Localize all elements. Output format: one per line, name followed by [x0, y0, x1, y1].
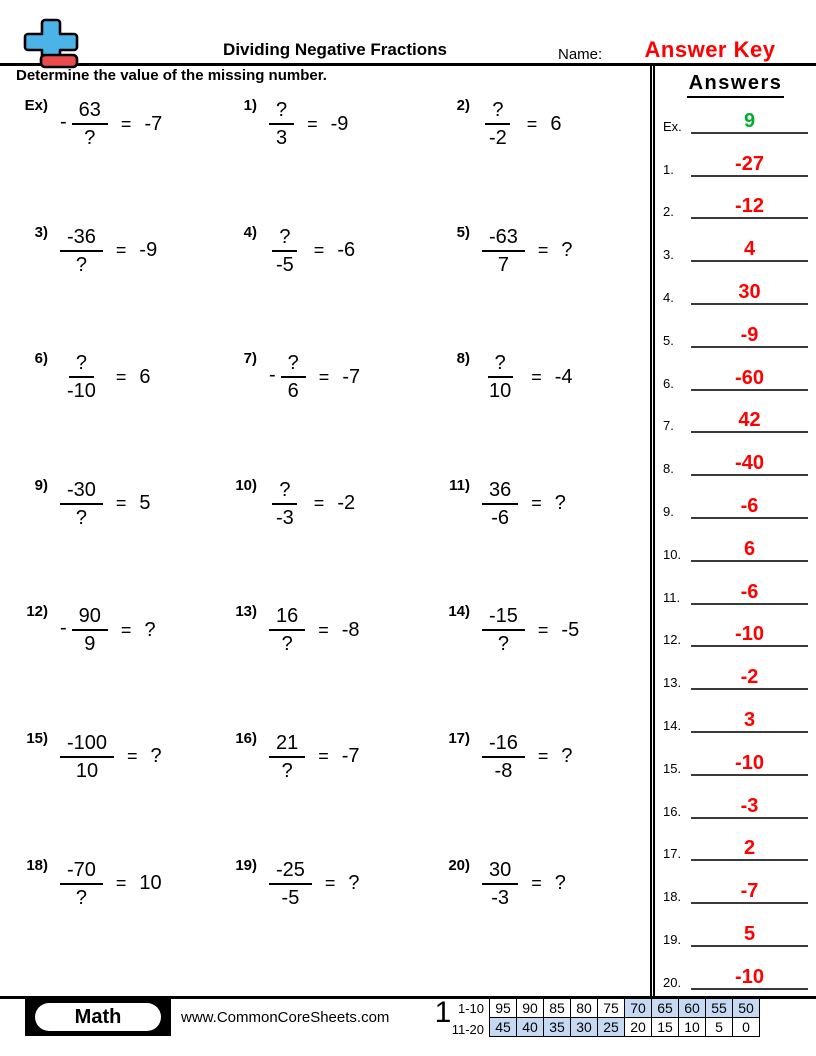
- answer-row: [655, 653, 816, 696]
- equals-sign: =: [307, 113, 318, 134]
- answer-row: [655, 867, 816, 910]
- fraction-denominator: -8: [494, 759, 513, 782]
- problem-result: ?: [348, 872, 360, 895]
- answer-number-label: 18.: [663, 889, 682, 905]
- answer-value: 30: [691, 282, 808, 305]
- problem-result: ?: [561, 745, 573, 768]
- fraction-denominator: ?: [75, 506, 88, 529]
- score-cell: 70: [625, 999, 652, 1018]
- fraction-denominator: -2: [489, 127, 507, 149]
- answer-number-label: 7.: [663, 418, 674, 434]
- answer-value: -10: [691, 753, 808, 776]
- score-table-row: [490, 999, 760, 1018]
- problem: [210, 468, 423, 540]
- problem-number: 18): [26, 856, 48, 874]
- score-cell: 90: [517, 999, 544, 1018]
- problem-number: 5): [456, 223, 470, 241]
- fraction-numerator: ?: [272, 479, 297, 505]
- problem-result: ?: [150, 745, 162, 768]
- answer-value: 9: [691, 111, 808, 134]
- equals-sign: =: [120, 619, 132, 640]
- answer-row: [655, 696, 816, 739]
- fraction-numerator: ?: [485, 99, 510, 125]
- equals-sign: =: [537, 240, 549, 261]
- fraction: [482, 479, 518, 529]
- fraction-denominator: ?: [281, 633, 293, 656]
- problem-result: -9: [139, 239, 158, 262]
- problem-number: 4): [243, 223, 257, 241]
- answer-row: [655, 97, 816, 140]
- answer-number-label: 6.: [663, 375, 674, 391]
- score-cell: 40: [517, 1018, 544, 1037]
- equals-sign: =: [318, 619, 329, 640]
- fraction: [72, 99, 108, 149]
- fraction-numerator: -15: [482, 605, 525, 631]
- problem: [423, 594, 650, 666]
- problem: [0, 594, 210, 666]
- fraction-numerator: -30: [60, 479, 103, 505]
- score-cell: 80: [571, 999, 598, 1018]
- answer-row: [655, 825, 816, 868]
- problem-number: Ex): [24, 97, 48, 114]
- answer-row: [655, 482, 816, 525]
- problem: [0, 848, 210, 920]
- problem: [0, 341, 210, 413]
- fraction-denominator: ?: [281, 759, 293, 782]
- instruction-text: Determine the value of the missing number.: [16, 67, 327, 84]
- score-cell: 30: [571, 1018, 598, 1037]
- fraction-numerator: -63: [482, 226, 525, 252]
- fraction: [269, 479, 301, 529]
- subject-badge-label: Math: [35, 1003, 161, 1031]
- fraction-denominator: 9: [84, 633, 96, 656]
- problem-number: 15): [26, 729, 48, 747]
- problem-result: -5: [561, 618, 580, 641]
- fraction-denominator: 6: [287, 380, 299, 403]
- fraction: [482, 226, 525, 276]
- fraction-denominator: -6: [491, 506, 510, 529]
- answer-value: -2: [691, 667, 808, 690]
- problem-number: 11): [449, 476, 470, 494]
- fraction-denominator: ?: [84, 127, 96, 149]
- answer-number-label: 1.: [663, 161, 674, 177]
- problem-result: -7: [144, 112, 163, 135]
- fraction-numerator: ?: [272, 226, 297, 252]
- score-cell: 75: [598, 999, 625, 1018]
- negative-sign: -: [60, 110, 67, 133]
- answer-number-label: 19.: [663, 931, 682, 947]
- fraction-numerator: -16: [482, 732, 525, 758]
- answer-row: [655, 953, 816, 996]
- problem: [210, 594, 423, 666]
- fraction-numerator: 30: [482, 859, 518, 885]
- problem-number: 6): [34, 350, 48, 368]
- problem-number: 14): [448, 603, 470, 621]
- answer-value: 3: [691, 710, 808, 733]
- fraction: [281, 352, 306, 402]
- fraction-denominator: 10: [489, 380, 512, 403]
- problem-result: -7: [342, 365, 361, 388]
- fraction: [482, 859, 518, 909]
- fraction-numerator: ?: [488, 352, 513, 378]
- problem-number: 2): [456, 97, 470, 114]
- fraction-denominator: -5: [281, 886, 300, 909]
- problem-number: 1): [243, 97, 257, 114]
- answer-row: [655, 183, 816, 226]
- fraction-numerator: ?: [69, 352, 94, 378]
- problem: [0, 468, 210, 540]
- equals-sign: =: [313, 493, 325, 514]
- fraction: [60, 732, 114, 782]
- fraction: [482, 99, 514, 149]
- problem-result: 6: [550, 112, 562, 135]
- equals-sign: =: [531, 366, 542, 387]
- fraction: [269, 226, 301, 276]
- problem: [0, 215, 210, 287]
- answer-number-label: 14.: [663, 717, 682, 733]
- answer-value: -3: [691, 796, 808, 819]
- fraction-denominator: ?: [497, 633, 510, 656]
- fraction: [269, 732, 305, 782]
- fraction: [269, 605, 305, 655]
- score-table-body: [490, 999, 760, 1037]
- equals-sign: =: [115, 873, 127, 894]
- problem: [0, 88, 210, 160]
- fraction: [482, 732, 525, 782]
- answer-row: [655, 739, 816, 782]
- answers-panel: [650, 66, 816, 997]
- fraction-numerator: -25: [269, 859, 312, 885]
- answer-number-label: 20.: [663, 974, 682, 990]
- equals-sign: =: [127, 746, 138, 767]
- answer-value: -12: [691, 196, 808, 219]
- problem-number: 16): [235, 729, 257, 747]
- problem-result: 6: [139, 365, 151, 388]
- answer-row: [655, 268, 816, 311]
- answer-value: -6: [691, 496, 808, 519]
- fraction-denominator: 3: [276, 127, 288, 149]
- problem: [423, 468, 650, 540]
- answer-number-label: 3.: [663, 247, 674, 263]
- score-cell: 60: [679, 999, 706, 1018]
- fraction: [269, 859, 312, 909]
- minus-icon: [41, 55, 77, 67]
- fraction-denominator: 7: [497, 253, 510, 276]
- problem-number: 12): [26, 603, 48, 621]
- answer-number-label: 17.: [663, 846, 682, 862]
- problem-number: 9): [34, 476, 48, 494]
- answer-number-label: 5.: [663, 332, 674, 348]
- answer-number-label: 15.: [663, 760, 682, 776]
- score-cell: 85: [544, 999, 571, 1018]
- score-cell: 65: [652, 999, 679, 1018]
- equals-sign: =: [115, 366, 127, 387]
- page-number: 1: [434, 996, 452, 1029]
- answer-row: [655, 225, 816, 268]
- equals-sign: =: [531, 873, 542, 894]
- fraction-denominator: -10: [67, 380, 96, 403]
- problem-number: 19): [235, 856, 257, 874]
- problem: [423, 341, 650, 413]
- answer-value: 4: [691, 239, 808, 262]
- answer-number-label: 8.: [663, 461, 674, 477]
- answer-row: [655, 354, 816, 397]
- equals-sign: =: [537, 619, 549, 640]
- answer-number-label: 13.: [663, 675, 682, 691]
- answer-value: -10: [691, 624, 808, 647]
- commoncoresheets-logo-icon: [22, 18, 82, 70]
- score-range-label-2: 11-20: [451, 1022, 484, 1037]
- fraction: [269, 99, 294, 149]
- answer-number-label: 12.: [663, 632, 682, 648]
- fraction: [60, 859, 103, 909]
- score-cell: 10: [679, 1018, 706, 1037]
- answer-number-label: 4.: [663, 289, 674, 305]
- equals-sign: =: [526, 113, 538, 134]
- fraction-numerator: -100: [60, 732, 114, 758]
- problem-result: -9: [330, 112, 349, 135]
- problem-result: -7: [341, 745, 360, 768]
- answer-value: -10: [691, 967, 808, 990]
- answer-value: 6: [691, 539, 808, 562]
- answer-number-label: Ex.: [663, 118, 682, 134]
- problem-number: 13): [235, 603, 257, 621]
- fraction: [60, 226, 103, 276]
- answer-row: [655, 439, 816, 482]
- problem: [423, 88, 650, 160]
- score-table-row: [490, 1018, 760, 1037]
- answers-header: [655, 72, 816, 98]
- fraction-denominator: ?: [75, 886, 88, 909]
- problem: [210, 88, 423, 160]
- fraction: [60, 352, 103, 402]
- problem-result: -2: [337, 492, 356, 515]
- fraction-denominator: -5: [276, 253, 294, 276]
- problem-number: 7): [243, 350, 257, 368]
- fraction-numerator: 36: [482, 479, 518, 505]
- problem-result: -4: [554, 365, 573, 388]
- score-cell: 20: [625, 1018, 652, 1037]
- score-cell: 95: [490, 999, 517, 1018]
- fraction-denominator: 10: [75, 759, 99, 782]
- equals-sign: =: [313, 240, 325, 261]
- name-label: Name:: [558, 46, 603, 63]
- equals-sign: =: [120, 113, 132, 134]
- fraction-denominator: -3: [491, 886, 510, 909]
- answer-value: -6: [691, 582, 808, 605]
- problems-grid: [0, 80, 650, 996]
- answer-row: [655, 397, 816, 440]
- problem: [210, 721, 423, 793]
- answer-row: [655, 910, 816, 953]
- answer-value: -9: [691, 325, 808, 348]
- answer-number-label: 10.: [663, 546, 682, 562]
- answer-row: [655, 311, 816, 354]
- fraction: [72, 605, 108, 655]
- fraction-numerator: ?: [269, 99, 294, 125]
- fraction-numerator: 90: [72, 605, 108, 631]
- problem: [423, 848, 650, 920]
- equals-sign: =: [115, 240, 127, 261]
- score-table: [489, 998, 760, 1037]
- answer-value: -60: [691, 368, 808, 391]
- fraction: [60, 479, 103, 529]
- equals-sign: =: [537, 746, 549, 767]
- answer-number-label: 16.: [663, 803, 682, 819]
- problem-result: -6: [337, 239, 356, 262]
- score-cell: 0: [733, 1018, 760, 1037]
- problem: [210, 215, 423, 287]
- fraction-numerator: 63: [72, 99, 108, 125]
- answer-number-label: 11.: [663, 589, 681, 605]
- answer-value: 2: [691, 838, 808, 861]
- score-cell: 55: [706, 999, 733, 1018]
- problem-result: 5: [139, 492, 151, 515]
- score-range-label-1: 1-10: [457, 1001, 484, 1016]
- equals-sign: =: [318, 746, 329, 767]
- header-divider: [0, 63, 816, 66]
- fraction: [482, 605, 525, 655]
- equals-sign: =: [115, 493, 127, 514]
- answer-value: 5: [691, 924, 808, 947]
- score-cell: 15: [652, 1018, 679, 1037]
- problem-number: 17): [448, 729, 470, 747]
- answers-list: [655, 97, 816, 996]
- score-cell: 5: [706, 1018, 733, 1037]
- answer-number-label: 9.: [663, 503, 674, 519]
- fraction: [482, 352, 518, 402]
- score-cell: 45: [490, 1018, 517, 1037]
- negative-sign: -: [269, 363, 276, 386]
- problem-number: 3): [34, 223, 48, 241]
- equals-sign: =: [324, 873, 336, 894]
- equals-sign: =: [531, 493, 542, 514]
- equals-sign: =: [318, 366, 330, 387]
- answer-value: -7: [691, 881, 808, 904]
- problem-result: 10: [139, 872, 162, 895]
- answer-row: [655, 568, 816, 611]
- answer-row: [655, 782, 816, 825]
- fraction-numerator: 16: [269, 605, 305, 631]
- problem-number: 8): [456, 350, 470, 368]
- problem: [423, 215, 650, 287]
- problem-result: ?: [561, 239, 573, 262]
- answer-value: -27: [691, 154, 808, 177]
- answer-key-label: Answer Key: [644, 37, 776, 62]
- problem: [423, 721, 650, 793]
- score-cell: 25: [598, 1018, 625, 1037]
- answer-value: 42: [691, 410, 808, 433]
- problem-result: ?: [144, 618, 156, 641]
- answers-title: Answers: [687, 72, 785, 98]
- problem: [0, 721, 210, 793]
- page-title: Dividing Negative Fractions: [223, 40, 447, 59]
- answer-row: [655, 611, 816, 654]
- problem: [210, 848, 423, 920]
- fraction-denominator: -3: [276, 506, 294, 529]
- problem-result: ?: [554, 872, 566, 895]
- fraction-numerator: -70: [60, 859, 103, 885]
- score-cell: 50: [733, 999, 760, 1018]
- negative-sign: -: [60, 616, 67, 639]
- answer-value: -40: [691, 453, 808, 476]
- website-link[interactable]: www.CommonCoreSheets.com: [181, 1009, 390, 1026]
- problem-result: ?: [554, 492, 566, 515]
- fraction-numerator: 21: [269, 732, 305, 758]
- score-cell: 35: [544, 1018, 571, 1037]
- fraction-denominator: ?: [75, 253, 88, 276]
- problem: [210, 341, 423, 413]
- problem-number: 10): [235, 476, 257, 494]
- answer-row: [655, 525, 816, 568]
- problem-number: 20): [448, 856, 470, 874]
- subject-badge: [25, 998, 171, 1036]
- fraction-numerator: ?: [281, 352, 306, 378]
- problem-result: -8: [341, 618, 360, 641]
- answer-number-label: 2.: [663, 204, 674, 220]
- fraction-numerator: -36: [60, 226, 103, 252]
- answer-row: [655, 140, 816, 183]
